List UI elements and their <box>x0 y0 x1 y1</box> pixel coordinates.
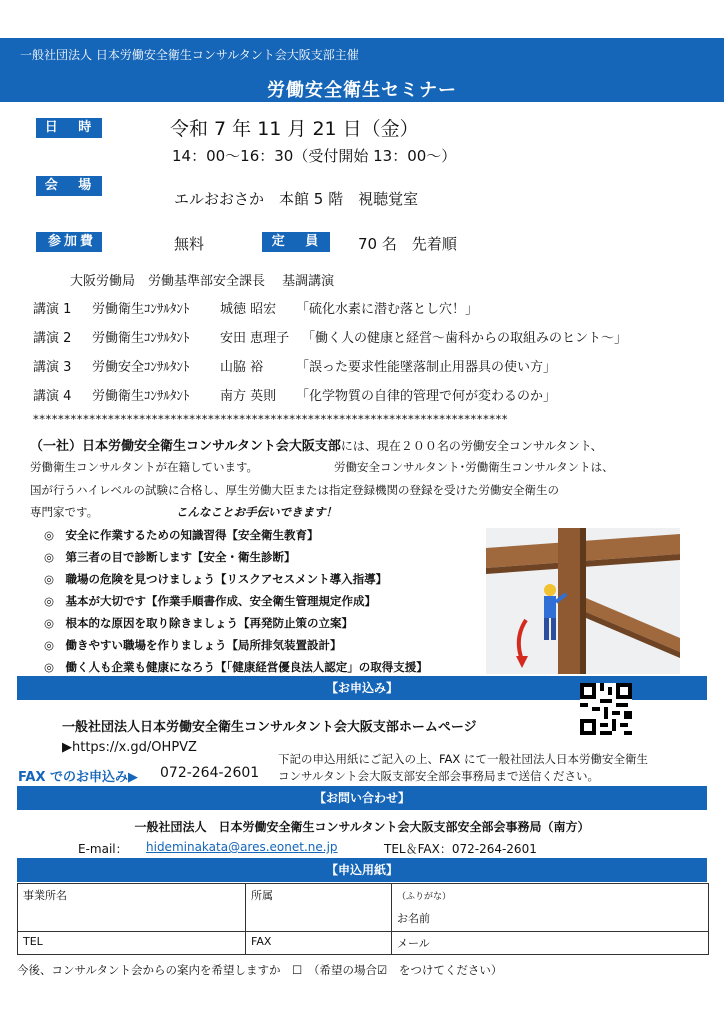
lecture-name: 南方 英則 <box>220 389 277 404</box>
service-item: ◎ 職場の危険を見つけましょう【リスクアセスメント導入指導】 <box>44 572 388 586</box>
service-item: ◎ 基本が大切です【作業手順書作成、安全衛生管理規定作成】 <box>44 594 377 608</box>
apply-note-2: コンサルタント会大阪支部安全部会事務局まで送信ください。 <box>278 769 599 783</box>
service-item: ◎ 働きやすい職場を作りましょう【局所排気装置設計】 <box>44 638 342 652</box>
company-field[interactable] <box>18 884 246 932</box>
name-label: お名前 <box>397 912 430 925</box>
name-field[interactable] <box>392 884 709 932</box>
dept-label: 所属 <box>251 889 273 902</box>
application-form <box>17 883 709 955</box>
homepage-text: 一般社団法人日本労働安全衛生コンサルタント会大阪支部ホームページ <box>62 720 477 735</box>
separator-line: **************************************************************************** <box>33 412 508 426</box>
venue-label: 会 場 <box>36 176 102 196</box>
qr-code[interactable] <box>580 683 632 735</box>
intro-text: には、現在２００名の労働安全コンサルタント、 <box>340 439 603 453</box>
contact-office: 一般社団法人 日本労働安全衛生コンサルタント会大阪支部安全部会事務局（南方） <box>134 820 590 834</box>
mail-label: メール <box>397 937 430 950</box>
mail-field[interactable] <box>392 932 709 955</box>
capacity-text: 70 名 先着順 <box>358 235 457 253</box>
lecture-name: 山脇 裕 <box>220 360 264 375</box>
intro-org: （一社）日本労働安全衛生コンサルタント会大阪支部 <box>30 439 341 454</box>
date-label: 日 時 <box>36 118 102 138</box>
fax-number: 072-264-2601 <box>160 765 260 781</box>
intro-line-2b: 労働安全コンサルタント･労働衛生コンサルタントは、 <box>334 460 614 474</box>
service-item: ◎ 働く人も企業も健康になろう【「健康経営優良法人認定」の取得支援】 <box>44 660 428 674</box>
lecture-name: 城徳 昭宏 <box>220 302 277 317</box>
lecture-role: 労働衛生ｺﾝｻﾙﾀﾝﾄ <box>92 389 190 404</box>
page-title: 労働安全衛生セミナー <box>267 80 457 101</box>
lecture-role: 労働安全ｺﾝｻﾙﾀﾝﾄ <box>92 360 190 375</box>
lecture-topic: 「化学物質の自律的管理で何が変わるのか」 <box>296 389 557 404</box>
qr-code-icon <box>580 683 632 735</box>
fax-apply-label: FAX でのお申込み▶ <box>18 770 138 785</box>
email-label: E-mail： <box>78 842 128 856</box>
service-item: ◎ 根本的な原因を取り除きましょう【再発防止策の立案】 <box>44 616 354 630</box>
fax-field[interactable] <box>246 932 392 955</box>
apply-note-1: 下記の申込用紙にご記入の上、FAX にて一般社団法人日本労働安全衛生 <box>278 752 648 766</box>
optin-checkbox-text[interactable]: 今後、コンサルタント会からの案内を希望しますか ☐ （希望の場合☑ をつけてください） <box>17 963 503 977</box>
help-text: こんなことお手伝いできます！ <box>176 505 337 519</box>
furigana-label: （ふりがな） <box>397 892 452 902</box>
lecture-name: 安田 恵理子 <box>220 331 290 346</box>
contact-tel: TEL＆FAX：072-264-2601 <box>384 842 537 856</box>
capacity-label: 定 員 <box>262 232 330 252</box>
intro-line-2a: 労働衛生コンサルタントが在籍しています。 <box>30 460 259 474</box>
organizer-text: 一般社団法人 日本労働安全衛生コンサルタント会大阪支部主催 <box>20 48 359 62</box>
service-item: ◎ 第三者の目で診断します【安全・衛生診断】 <box>44 550 296 564</box>
lecture-topic: 「誤った要求性能墜落制止用器具の使い方」 <box>296 360 557 375</box>
homepage-url-link[interactable]: ▶https://x.gd/OHPVZ <box>62 740 197 755</box>
time-text: 14：00〜16：30（受付開始 13：00〜） <box>172 147 457 165</box>
lecture-role: 労働衛生ｺﾝｻﾙﾀﾝﾄ <box>92 302 190 317</box>
form-bar: 【申込用紙】 <box>17 858 707 882</box>
venue-text: エルおおさか 本館 5 階 視聴覚室 <box>174 190 419 208</box>
dept-field[interactable] <box>246 884 392 932</box>
apply-bar: 【お申込み】 <box>17 676 707 700</box>
lecture-topic: 「硫化水素に潜む落とし穴！」 <box>296 302 479 317</box>
lecture-no: 講演 3 <box>33 360 72 375</box>
service-item: ◎ 安全に作業するための知識習得【安全衛生教育】 <box>44 528 319 542</box>
keynote-text: 大阪労働局 労働基準部安全課長 基調講演 <box>70 274 335 289</box>
email-link[interactable]: hideminakata@ares.eonet.ne.jp <box>146 840 338 854</box>
fee-label: 参加費 <box>36 232 102 252</box>
intro-line-4: 専門家です。 <box>30 505 99 519</box>
fax-label: FAX <box>251 935 272 948</box>
intro-line-1 <box>30 435 603 454</box>
lecture-role: 労働衛生ｺﾝｻﾙﾀﾝﾄ <box>92 331 190 346</box>
fee-text: 無料 <box>174 235 205 253</box>
lecture-topic: 「働く人の健康と経営〜歯科からの取組みのヒント〜」 <box>302 331 628 346</box>
tel-field[interactable] <box>18 932 246 955</box>
company-label: 事業所名 <box>23 889 67 902</box>
steel-worker-illustration <box>486 528 680 674</box>
tel-label: TEL <box>23 935 43 948</box>
contact-bar: 【お問い合わせ】 <box>17 786 707 810</box>
date-text: 令和 7 年 11 月 21 日（金） <box>170 118 419 140</box>
lecture-no: 講演 4 <box>33 389 72 404</box>
intro-line-3: 国が行うハイレベルの試験に合格し、厚生労働大臣または指定登録機関の登録を受けた労働安全衛生の <box>30 483 559 497</box>
lecture-no: 講演 1 <box>33 302 72 317</box>
lecture-no: 講演 2 <box>33 331 72 346</box>
